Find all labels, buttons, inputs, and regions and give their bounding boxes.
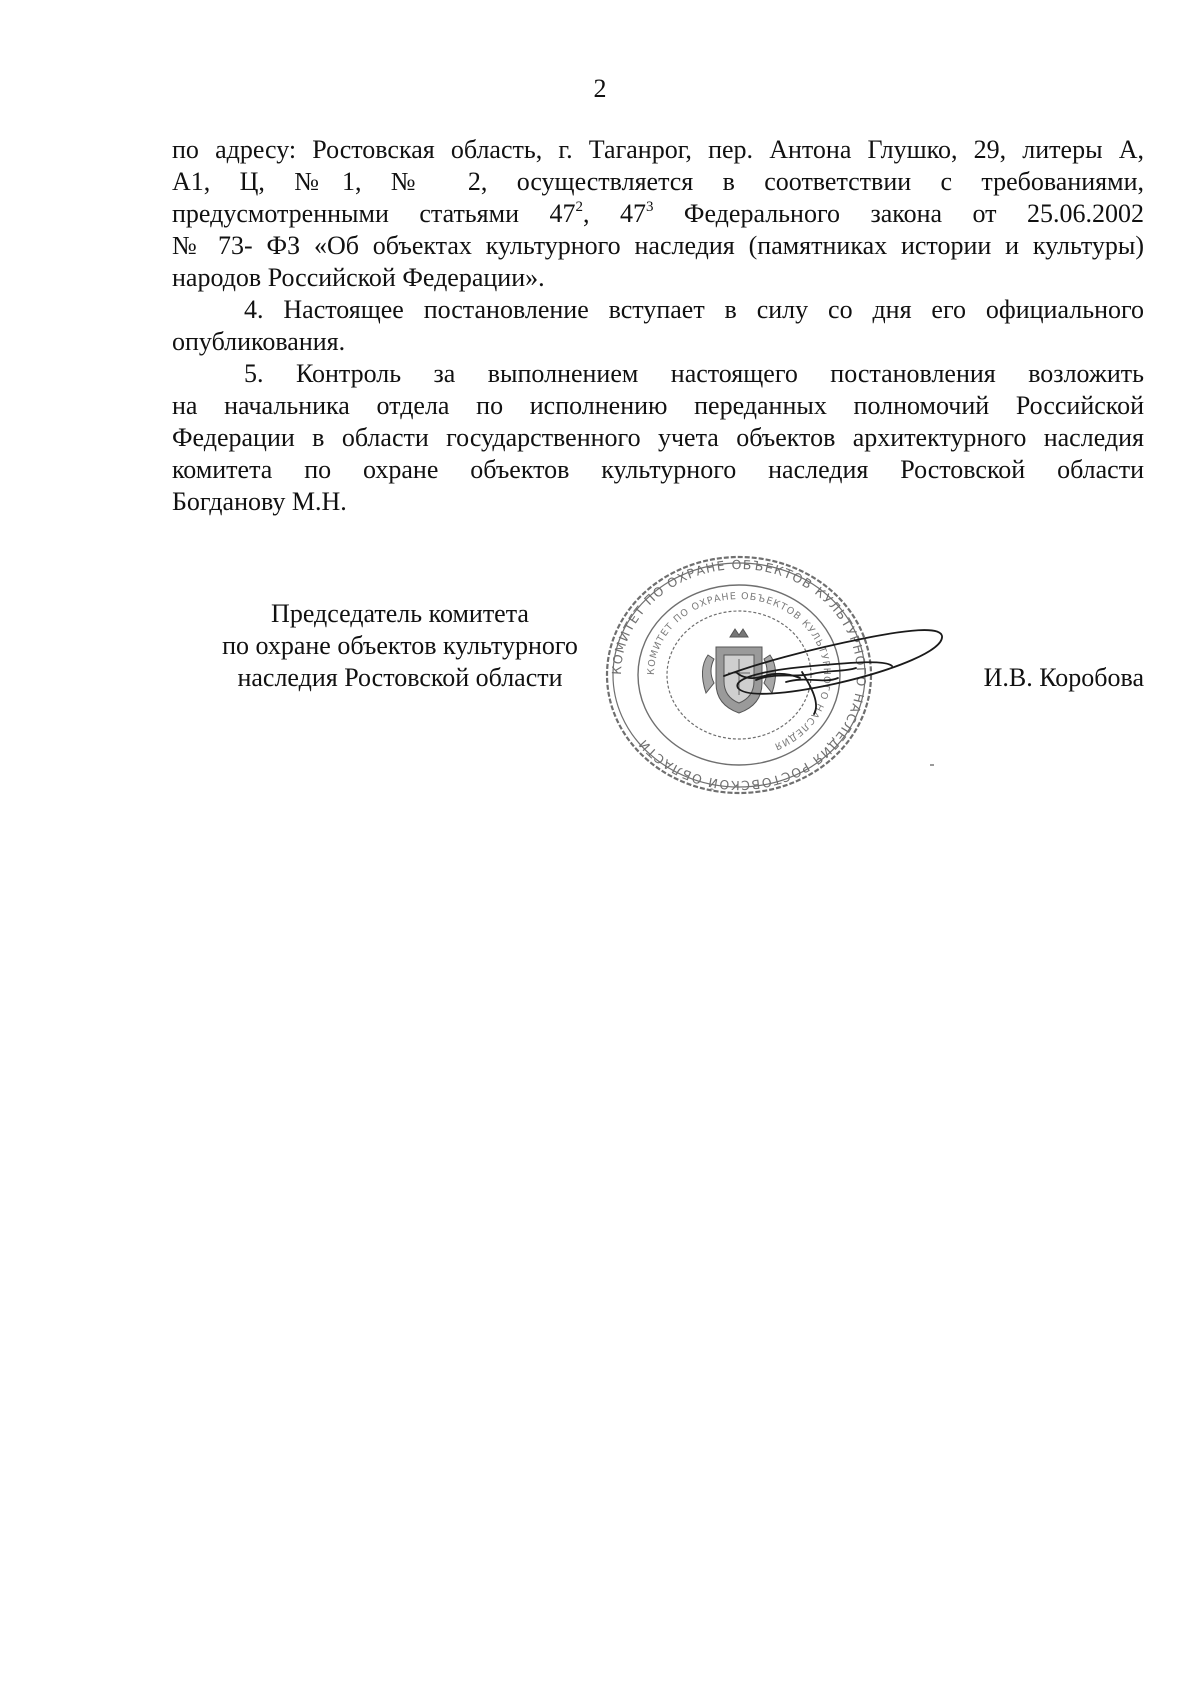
signer-title: [190, 598, 610, 694]
text-line: комитета по охране объектов культурного наследия Ростовской области: [172, 455, 1144, 484]
superscript: 3: [645, 199, 654, 215]
paragraph-5: [172, 358, 1144, 518]
signer-title-line: наследия Ростовской области: [237, 663, 563, 692]
paragraph-3-continuation: [172, 134, 1144, 294]
text-line: народов Российской Федерации».: [172, 263, 545, 292]
signer-title-line: по охране объектов культурного: [222, 631, 578, 660]
text-line: опубликования.: [172, 327, 346, 356]
text-line: на начальника отдела по исполнению переданных полномочий Российской: [172, 391, 1144, 420]
text-fragment: , 47: [582, 199, 646, 228]
text-line: Федерации в области государственного учета объектов архитектурного наследия: [172, 423, 1144, 452]
signer-name: И.В. Коробова: [983, 663, 1144, 692]
superscript: 2: [575, 199, 583, 215]
seal-inner-text: КОМИТЕТ ПО ОХРАНЕ ОБЪЕКТОВ КУЛЬТУРНОГО НАСЛЕДИЯ: [645, 590, 833, 752]
text-fragment: Федерального закона от 25.06.2002: [653, 199, 1144, 228]
text-fragment: предусмотренными статьями 47: [172, 199, 576, 228]
text-line: А1, Ц, №1, № 2, осуществляется в соответствии с требованиями,: [172, 167, 1144, 196]
handwritten-signature: [716, 614, 946, 724]
scan-speck: [930, 764, 934, 766]
text-line: по адресу: Ростовская область, г. Таганрог, пер. Антона Глушко, 29, литеры А,: [172, 135, 1144, 164]
text-line: 5. Контроль за выполнением настоящего постановления возложить: [244, 359, 1144, 388]
page-number: 2: [593, 74, 607, 103]
document-body: [172, 134, 1144, 518]
text-line: Богданову М.Н.: [172, 487, 347, 516]
text-line: 4. Настоящее постановление вступает в силу со дня его официального: [244, 295, 1144, 324]
seal-outer-text: КОМИТЕТ ПО ОХРАНЕ ОБЪЕКТОВ КУЛЬТУРНОГО НАСЛЕДИЯ РОСТОВСКОЙ ОБЛАСТИ: [608, 556, 870, 794]
signer-title-line: Председатель комитета: [271, 599, 529, 628]
text-line: № 73- ФЗ «Об объектах культурного наследия (памятниках истории и культуры): [172, 231, 1144, 260]
text-line-with-superscripts: [172, 198, 1144, 230]
paragraph-4: [172, 294, 1144, 358]
